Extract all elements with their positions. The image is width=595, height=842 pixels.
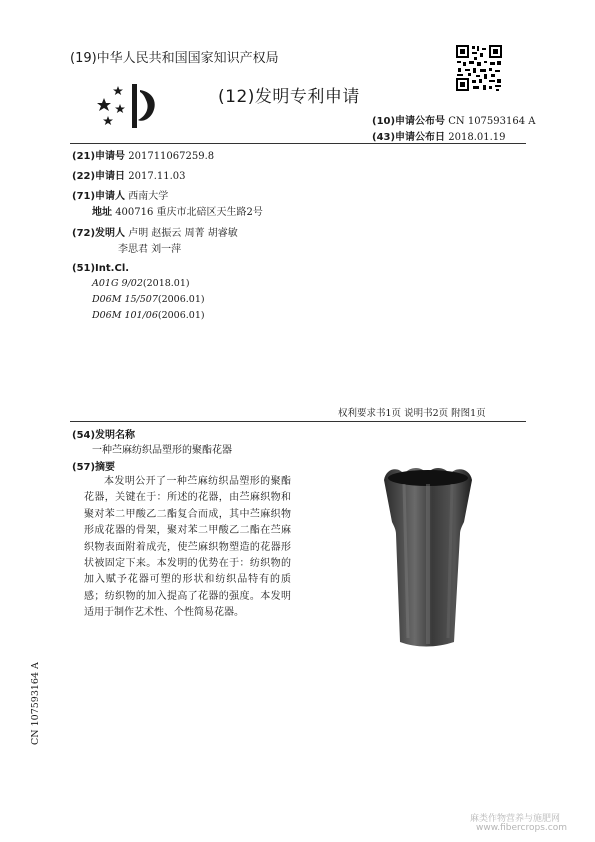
inventors-label: (72)发明人 (72, 228, 126, 239)
applicant-label: (71)申请人 (72, 191, 126, 202)
application-number-value: 201711067259.8 (128, 151, 215, 162)
filing-date-value: 2017.11.03 (128, 171, 186, 182)
invention-title-label: (54)发明名称 (72, 430, 136, 441)
address-label: 地址 (92, 207, 112, 218)
invention-title: 一种苎麻纺织品塑形的聚酯花器 (92, 445, 232, 456)
intcl-entry (92, 278, 190, 289)
intcl-label: (51)Int.Cl. (72, 263, 130, 274)
office-name: (19)中华人民共和国国家知识产权局 (70, 51, 279, 66)
application-number-label: (21)申请号 (72, 151, 126, 162)
intcl-entry (92, 294, 205, 305)
qr-code-icon (455, 44, 503, 92)
application-number (72, 147, 214, 162)
publication-number (372, 112, 536, 127)
intcl-entry (92, 310, 205, 321)
cnipa-logo-icon (96, 80, 162, 130)
watermark-url: www.fibercrops.com (476, 823, 567, 833)
abstract-text: 本发明公开了一种苎麻纺织品塑形的聚酯花器，关键在于：所述的花器，由苎麻织物和聚对苯二甲酸乙二酯复合而成，其中苎麻织物形成花器的骨架，聚对苯二甲酸乙二酯在苎麻织物表面附着成壳，使苎麻织物塑造的花器形状被固定下来。本发明的优势在于：纺织物的加入赋予花器可塑的形状和纺织品特有的质感；纺织物的加入提高了花器的强度。本发明适用于制作艺术性、个性简易花器。 (84, 476, 291, 619)
section-divider (70, 421, 526, 422)
applicant-value: 西南大学 (128, 191, 169, 202)
publication-date-label: (43)申请公布日 (372, 132, 446, 143)
header-divider (70, 143, 526, 144)
watermark-title: 麻类作物营养与施肥网 (470, 814, 561, 824)
address-value: 400716 重庆市北碚区天生路2号 (115, 207, 263, 218)
inventors-line-2: 李思君 刘一萍 (118, 244, 182, 255)
inventors-line-1: 卢明 赵振云 周菁 胡睿敏 (128, 228, 238, 239)
filing-date-label: (22)申请日 (72, 171, 126, 182)
intcl-version: (2006.01) (157, 294, 205, 305)
side-publication-number: CN 107593164 A (30, 662, 41, 745)
inventors (72, 224, 238, 239)
intcl-code: D06M 101/06 (92, 310, 158, 321)
intcl-code: D06M 15/507 (92, 294, 158, 305)
publication-number-label: (10)申请公布号 (372, 116, 446, 127)
address (92, 203, 263, 218)
intcl-version: (2006.01) (157, 310, 205, 321)
applicant (72, 187, 168, 202)
abstract-label: (57)摘要 (72, 462, 116, 473)
publication-date-value: 2018.01.19 (448, 132, 506, 143)
publication-date (372, 128, 506, 143)
intcl-version: (2018.01) (142, 278, 190, 289)
pages-count: 权利要求书1页 说明书2页 附图1页 (338, 408, 486, 419)
intcl-code: A01G 9/02 (92, 278, 143, 289)
publication-number-value: CN 107593164 A (448, 116, 536, 127)
document-type: (12)发明专利申请 (218, 87, 360, 107)
filing-date (72, 167, 186, 182)
flower-vase-figure (374, 462, 480, 650)
